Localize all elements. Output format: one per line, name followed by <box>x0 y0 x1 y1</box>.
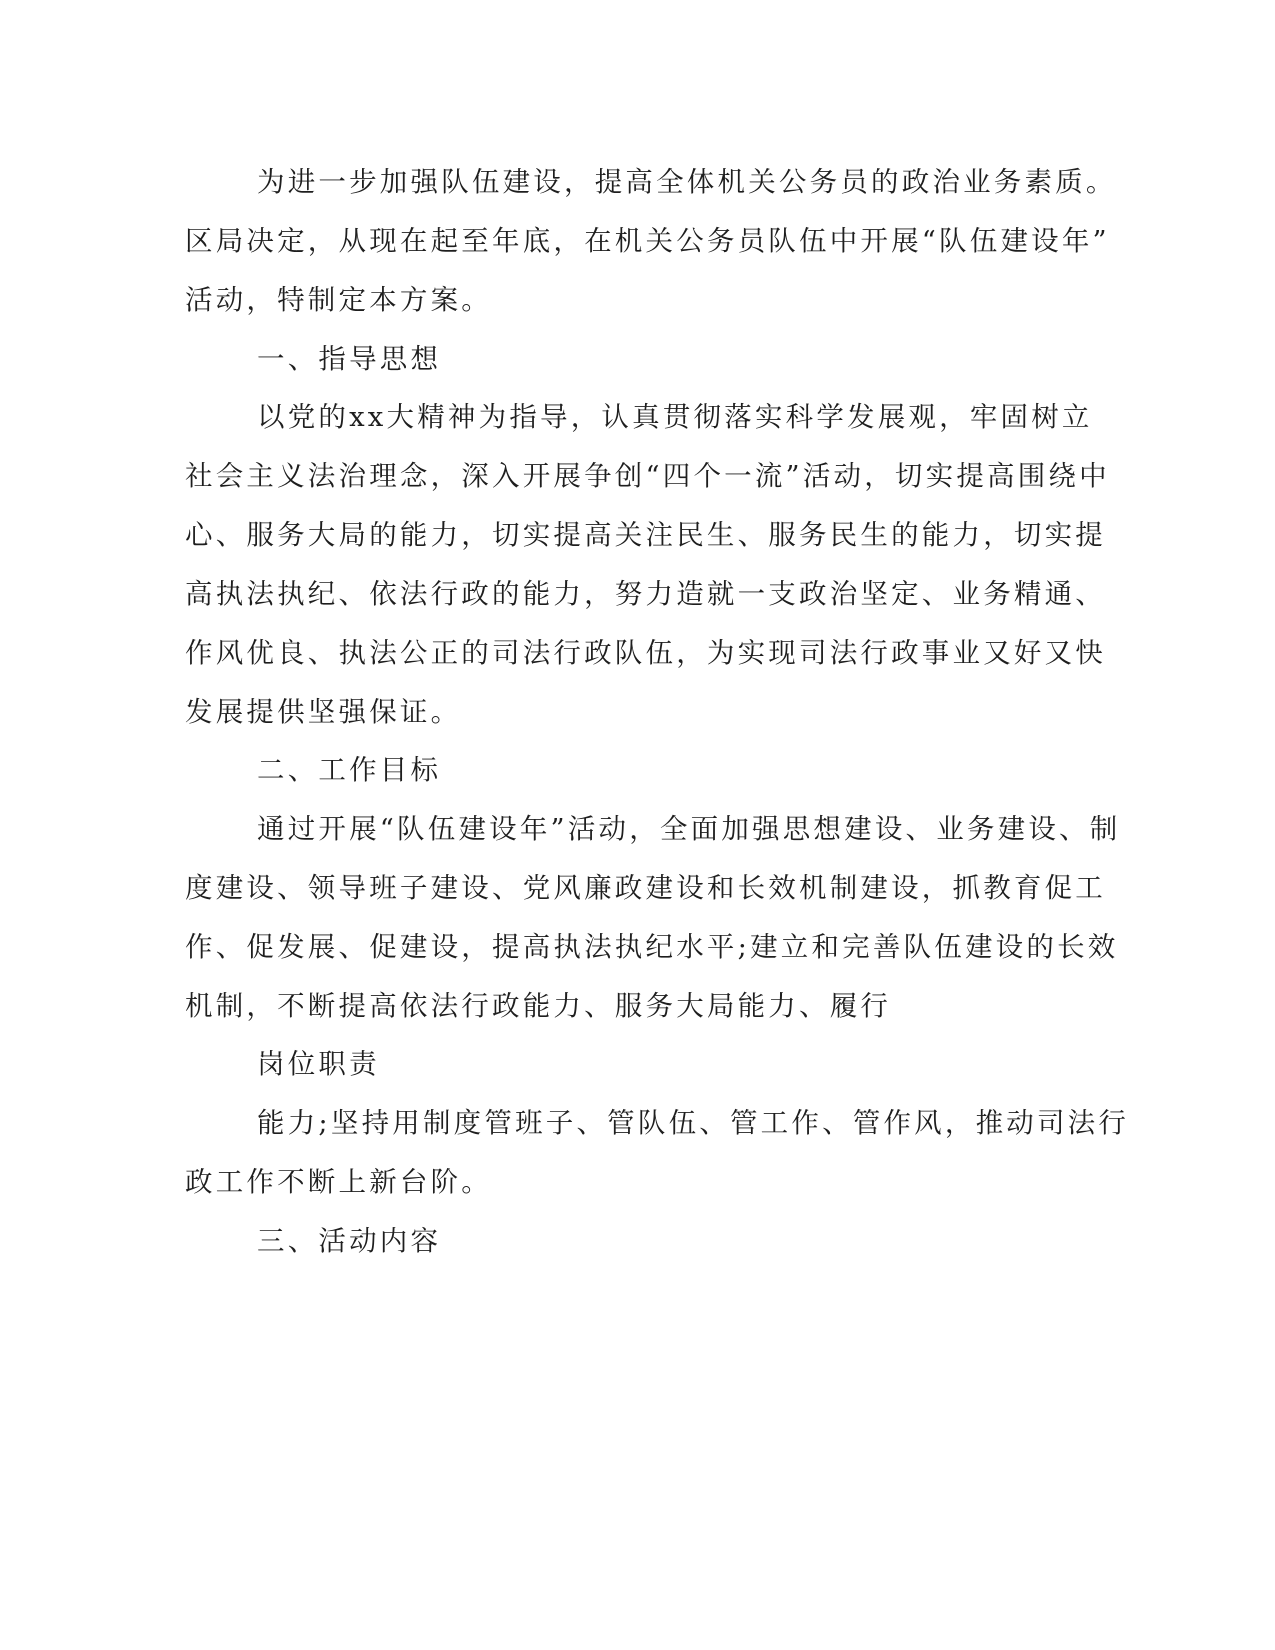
section-heading-activity-content: 三、活动内容 <box>257 1225 442 1257</box>
guiding-thought-line-4: 高执法执纪、依法行政的能力，努力造就一支政治坚定、业务精通、 <box>185 578 1106 610</box>
guiding-thought-line-6: 发展提供坚强保证。 <box>185 696 462 728</box>
work-goals-line-2: 度建设、领导班子建设、党风廉政建设和长效机制建设，抓教育促工 <box>185 872 1106 904</box>
guiding-thought-line-2: 社会主义法治理念，深入开展争创“四个一流”活动，切实提高围绕中 <box>185 460 1110 492</box>
work-goals-line-1: 通过开展“队伍建设年”活动，全面加强思想建设、业务建设、制 <box>257 813 1121 845</box>
section-heading-work-goals: 二、工作目标 <box>257 754 442 786</box>
job-duties-line: 岗位职责 <box>257 1048 380 1080</box>
intro-line-2: 区局决定，从现在起至年底，在机关公务员队伍中开展“队伍建设年” <box>185 225 1110 257</box>
abilities-line-1: 能力;坚持用制度管班子、管队伍、管工作、管作风，推动司法行 <box>257 1107 1130 1139</box>
guiding-thought-line-5: 作风优良、执法公正的司法行政队伍，为实现司法行政事业又好又快 <box>185 637 1106 669</box>
intro-line-1: 为进一步加强队伍建设，提高全体机关公务员的政治业务素质。 <box>257 166 1117 198</box>
intro-line-3: 活动，特制定本方案。 <box>185 284 492 316</box>
section-heading-guiding-thought: 一、指导思想 <box>257 343 442 375</box>
work-goals-line-4: 机制，不断提高依法行政能力、服务大局能力、履行 <box>185 990 892 1022</box>
guiding-thought-line-3: 心、服务大局的能力，切实提高关注民生、服务民生的能力，切实提 <box>185 519 1106 551</box>
abilities-line-2: 政工作不断上新台阶。 <box>185 1166 492 1198</box>
guiding-thought-line-1: 以党的xx大精神为指导，认真贯彻落实科学发展观，牢固树立 <box>257 401 1093 433</box>
work-goals-line-3: 作、促发展、促建设，提高执法执纪水平;建立和完善队伍建设的长效 <box>185 931 1119 963</box>
